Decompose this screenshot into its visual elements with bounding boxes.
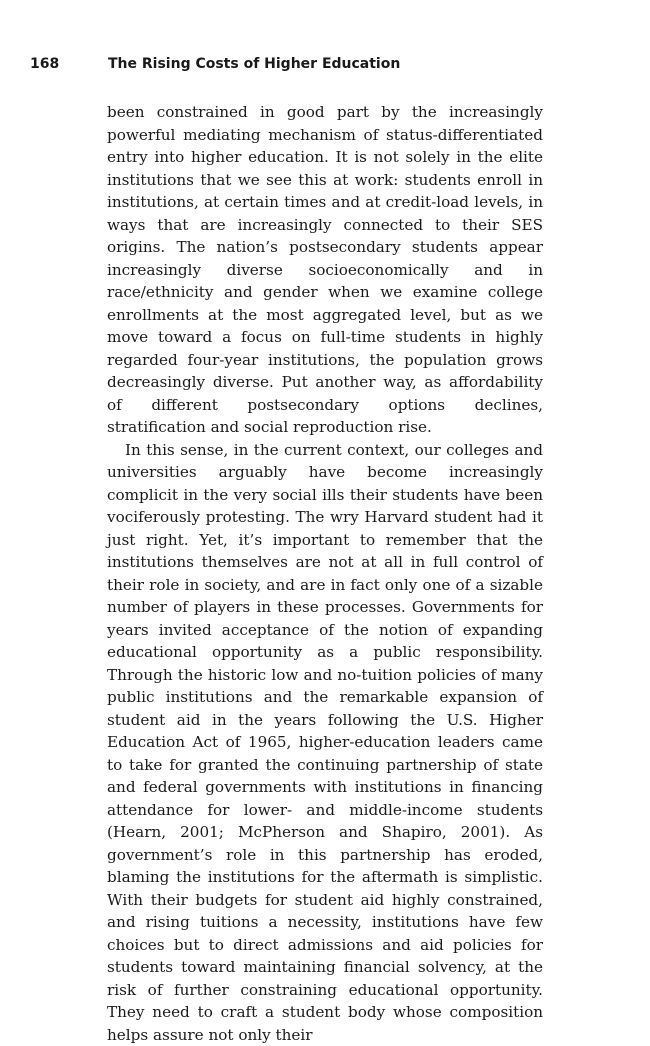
page-number: 168 bbox=[30, 53, 108, 75]
running-head bbox=[30, 53, 620, 75]
paragraph: In this sense, in the current context, our colleges and universities arguably have become increasingly complicit in the very social ills their students have been vociferously protesting. The wry Harvard student had it just right. Yet, it’s important to remember that the institutions themselves are not at all in full control of their role in society, and are in fact only one of a sizable number of players in these processes. Governments for years invited acceptance of the notion of expanding educational opportunity as a public responsibility. Through the historic low and no-tuition policies of many public institutions and the remarkable expansion of student aid in the years following the U.S. Higher Education Act of 1965, higher-education leaders came to take for granted the continuing partnership of state and federal governments with institutions in financing attendance for lower- and middle-income students (Hearn, 2001; McPherson and Shapiro, 2001). As government’s role in this partnership has eroded, blaming the institutions for the aftermath is simplistic. With their budgets for student aid highly constrained, and rising tuitions a necessity, institutions have few choices but to direct admissions and aid policies for students toward maintaining financial solvency, at the risk of further constraining educational opportunity. They need to craft a student body whose composition helps assure not only their bbox=[107, 439, 543, 1046]
body-text bbox=[107, 101, 543, 1046]
paragraph-continued: been constrained in good part by the increasingly powerful mediating mechanism of status-differentiated entry into higher education. It is not solely in the elite institutions that we see this at work: students enroll in institutions, at certain times and at credit-load levels, in ways that are increasingly connected to their SES origins. The nation’s postsecondary students appear increasingly diverse socioeconomically and in race/ethnicity and gender when we examine college enrollments at the most aggregated level, but as we move toward a focus on full-time students in highly regarded four-year institutions, the population grows decreasingly diverse. Put another way, as affordability of different postsecondary options declines, stratification and social reproduction rise. bbox=[107, 101, 543, 439]
running-title: The Rising Costs of Higher Education bbox=[108, 53, 400, 75]
